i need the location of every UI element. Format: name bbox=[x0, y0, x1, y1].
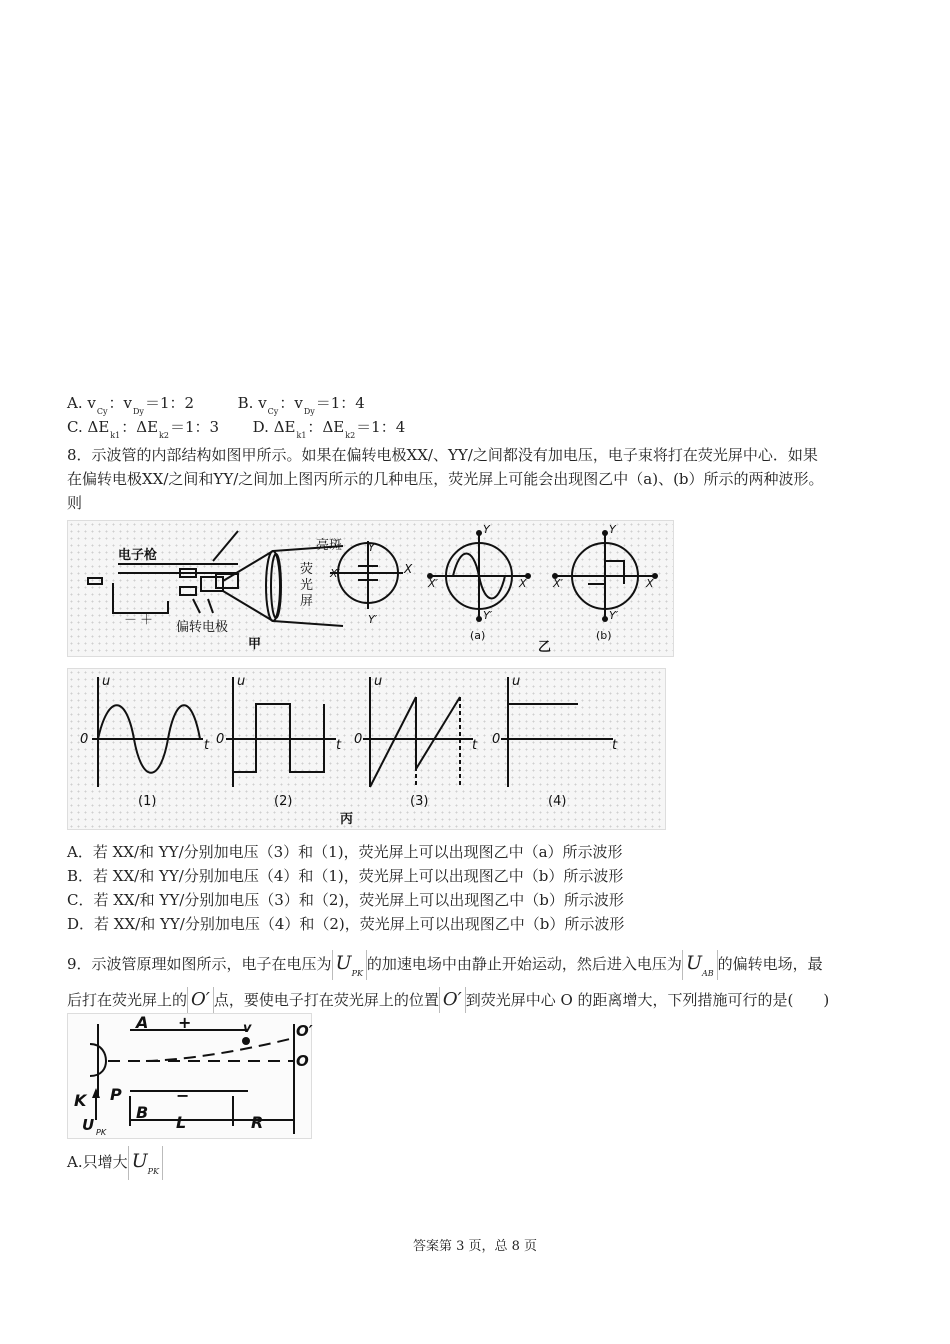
svg-text:(a): (a) bbox=[470, 629, 486, 642]
svg-text:(3): (3) bbox=[410, 794, 429, 809]
svg-text:0: 0 bbox=[216, 732, 225, 747]
page-footer: 答案第 3 页，总 8 页 bbox=[412, 1239, 538, 1254]
q8-option-d: D．若 XX/和 YY/分别加电压（4）和（2)，荧光屏上可以出现图乙中（b）所示波形 bbox=[67, 915, 625, 933]
svg-text:0: 0 bbox=[80, 732, 89, 747]
svg-text:(2): (2) bbox=[274, 794, 293, 809]
svg-text:丙: 丙 bbox=[340, 812, 354, 827]
svg-text:Y: Y bbox=[368, 541, 375, 554]
svg-text:0: 0 bbox=[492, 732, 501, 747]
svg-text:Y: Y bbox=[609, 523, 616, 536]
q8-option-b: B．若 XX/和 YY/分别加电压（4）和（1)，荧光屏上可以出现图乙中（b）所示波形 bbox=[67, 867, 624, 885]
svg-text:偏转电极: 偏转电极 bbox=[176, 620, 229, 635]
svg-text:t: t bbox=[472, 738, 478, 753]
q9-option-a: A.只增大 $U_{PK}$ bbox=[67, 1146, 163, 1180]
svg-text:－: － bbox=[124, 613, 138, 628]
q7-options-row-2: C. $\Delta E_{k1}$：$\Delta E_{k2}=1$：3 D. $\Delta E_{k1}$：$\Delta E_{k2}=1$：4 bbox=[67, 418, 406, 440]
o-prime-symbol: O′ bbox=[187, 987, 214, 1013]
svg-text:Y′: Y′ bbox=[609, 609, 619, 622]
svg-text:u: u bbox=[237, 674, 246, 689]
svg-text:L: L bbox=[176, 1113, 187, 1132]
q9-stem-line-2: 后打在荧光屏上的 O′ 点，要使电子打在荧光屏上的位置 O′ 到荧光屏中心 O 的距离增大，下列措施可行的是( ) bbox=[67, 987, 829, 1013]
voltage-waveforms-figure bbox=[67, 668, 666, 830]
svg-text:(1): (1) bbox=[138, 794, 157, 809]
svg-text:O′: O′ bbox=[296, 1022, 313, 1040]
svg-text:乙: 乙 bbox=[538, 640, 552, 655]
svg-text:R: R bbox=[251, 1113, 264, 1132]
upk-symbol-option: $U_{PK}$ bbox=[128, 1146, 163, 1180]
oscilloscope-structure-diagram bbox=[68, 521, 673, 656]
oscilloscope-principle-figure bbox=[67, 1013, 312, 1139]
svg-text:0: 0 bbox=[354, 732, 363, 747]
svg-text:X: X bbox=[404, 562, 413, 576]
svg-text:U: U bbox=[82, 1116, 95, 1134]
q7-options-row-1: A. $v_{Cy}$：$v_{Dy}=1$：2 B. $v_{Cy}$：$v_{Dy}=1$：4 bbox=[67, 394, 365, 416]
svg-text:u: u bbox=[512, 674, 521, 689]
svg-text:(b): (b) bbox=[596, 629, 612, 642]
svg-text:(4): (4) bbox=[548, 794, 567, 809]
svg-text:u: u bbox=[374, 674, 383, 689]
q8-stem-line-3: 则 bbox=[67, 494, 83, 512]
q8-stem-line-2: 在偏转电极XX/之间和YY/之间加上图丙所示的几种电压，荧光屏上可能会出现图乙中（a)、(b）所示的两种波形。 bbox=[67, 470, 824, 488]
svg-text:Y′: Y′ bbox=[483, 609, 493, 622]
svg-text:X′: X′ bbox=[553, 577, 564, 590]
svg-text:光: 光 bbox=[300, 578, 314, 593]
svg-text:PK: PK bbox=[96, 1128, 107, 1137]
svg-text:甲: 甲 bbox=[248, 637, 262, 652]
svg-text:X′: X′ bbox=[428, 577, 439, 590]
svg-text:Y′: Y′ bbox=[368, 613, 378, 626]
q8-stem-line-1: 8．示波管的内部结构如图甲所示。如果在偏转电极XX/、YY/之间都没有加电压，电子束将打在荧光屏中心．如果 bbox=[67, 446, 818, 464]
svg-text:A: A bbox=[136, 1013, 149, 1032]
svg-text:+: + bbox=[178, 1013, 192, 1032]
svg-text:＋: ＋ bbox=[140, 613, 154, 628]
q9-stem-line-1: 9．示波管原理如图所示，电子在电压为 $U_{PK}$的加速电场中由静止开始运动，然后进入电压为 $U_{AB}$的偏转电场，最 bbox=[67, 952, 823, 978]
svg-text:u: u bbox=[102, 674, 111, 689]
svg-text:X: X bbox=[646, 577, 654, 590]
svg-text:X′: X′ bbox=[330, 567, 341, 580]
svg-text:屏: 屏 bbox=[300, 594, 314, 609]
svg-text:t: t bbox=[204, 738, 210, 753]
uab-symbol: $U_{AB}$ bbox=[682, 950, 718, 980]
svg-text:K: K bbox=[74, 1091, 87, 1110]
svg-text:电子枪: 电子枪 bbox=[118, 548, 158, 563]
oscilloscope-principle-diagram bbox=[68, 1014, 311, 1138]
svg-text:t: t bbox=[336, 738, 342, 753]
svg-text:Y: Y bbox=[483, 523, 490, 536]
o-prime-symbol-2: O′ bbox=[439, 987, 466, 1013]
svg-text:v: v bbox=[243, 1021, 252, 1036]
svg-text:B: B bbox=[136, 1103, 149, 1122]
q8-option-a: A．若 XX/和 YY/分别加电压（3）和（1)，荧光屏上可以出现图乙中（a）所示波形 bbox=[67, 843, 623, 861]
oscilloscope-structure-figure bbox=[67, 520, 674, 657]
svg-text:亮斑: 亮斑 bbox=[316, 538, 343, 553]
upk-symbol: $U_{PK}$ bbox=[332, 950, 367, 980]
svg-text:−: − bbox=[176, 1086, 190, 1105]
svg-text:O: O bbox=[296, 1052, 309, 1070]
q8-option-c: C．若 XX/和 YY/分别加电压（3）和（2)，荧光屏上可以出现图乙中（b）所示波形 bbox=[67, 891, 624, 909]
svg-text:X: X bbox=[519, 577, 527, 590]
svg-text:P: P bbox=[110, 1085, 122, 1104]
voltage-waveforms-diagram bbox=[68, 669, 665, 829]
svg-text:t: t bbox=[612, 738, 618, 753]
svg-text:荧: 荧 bbox=[300, 562, 314, 577]
